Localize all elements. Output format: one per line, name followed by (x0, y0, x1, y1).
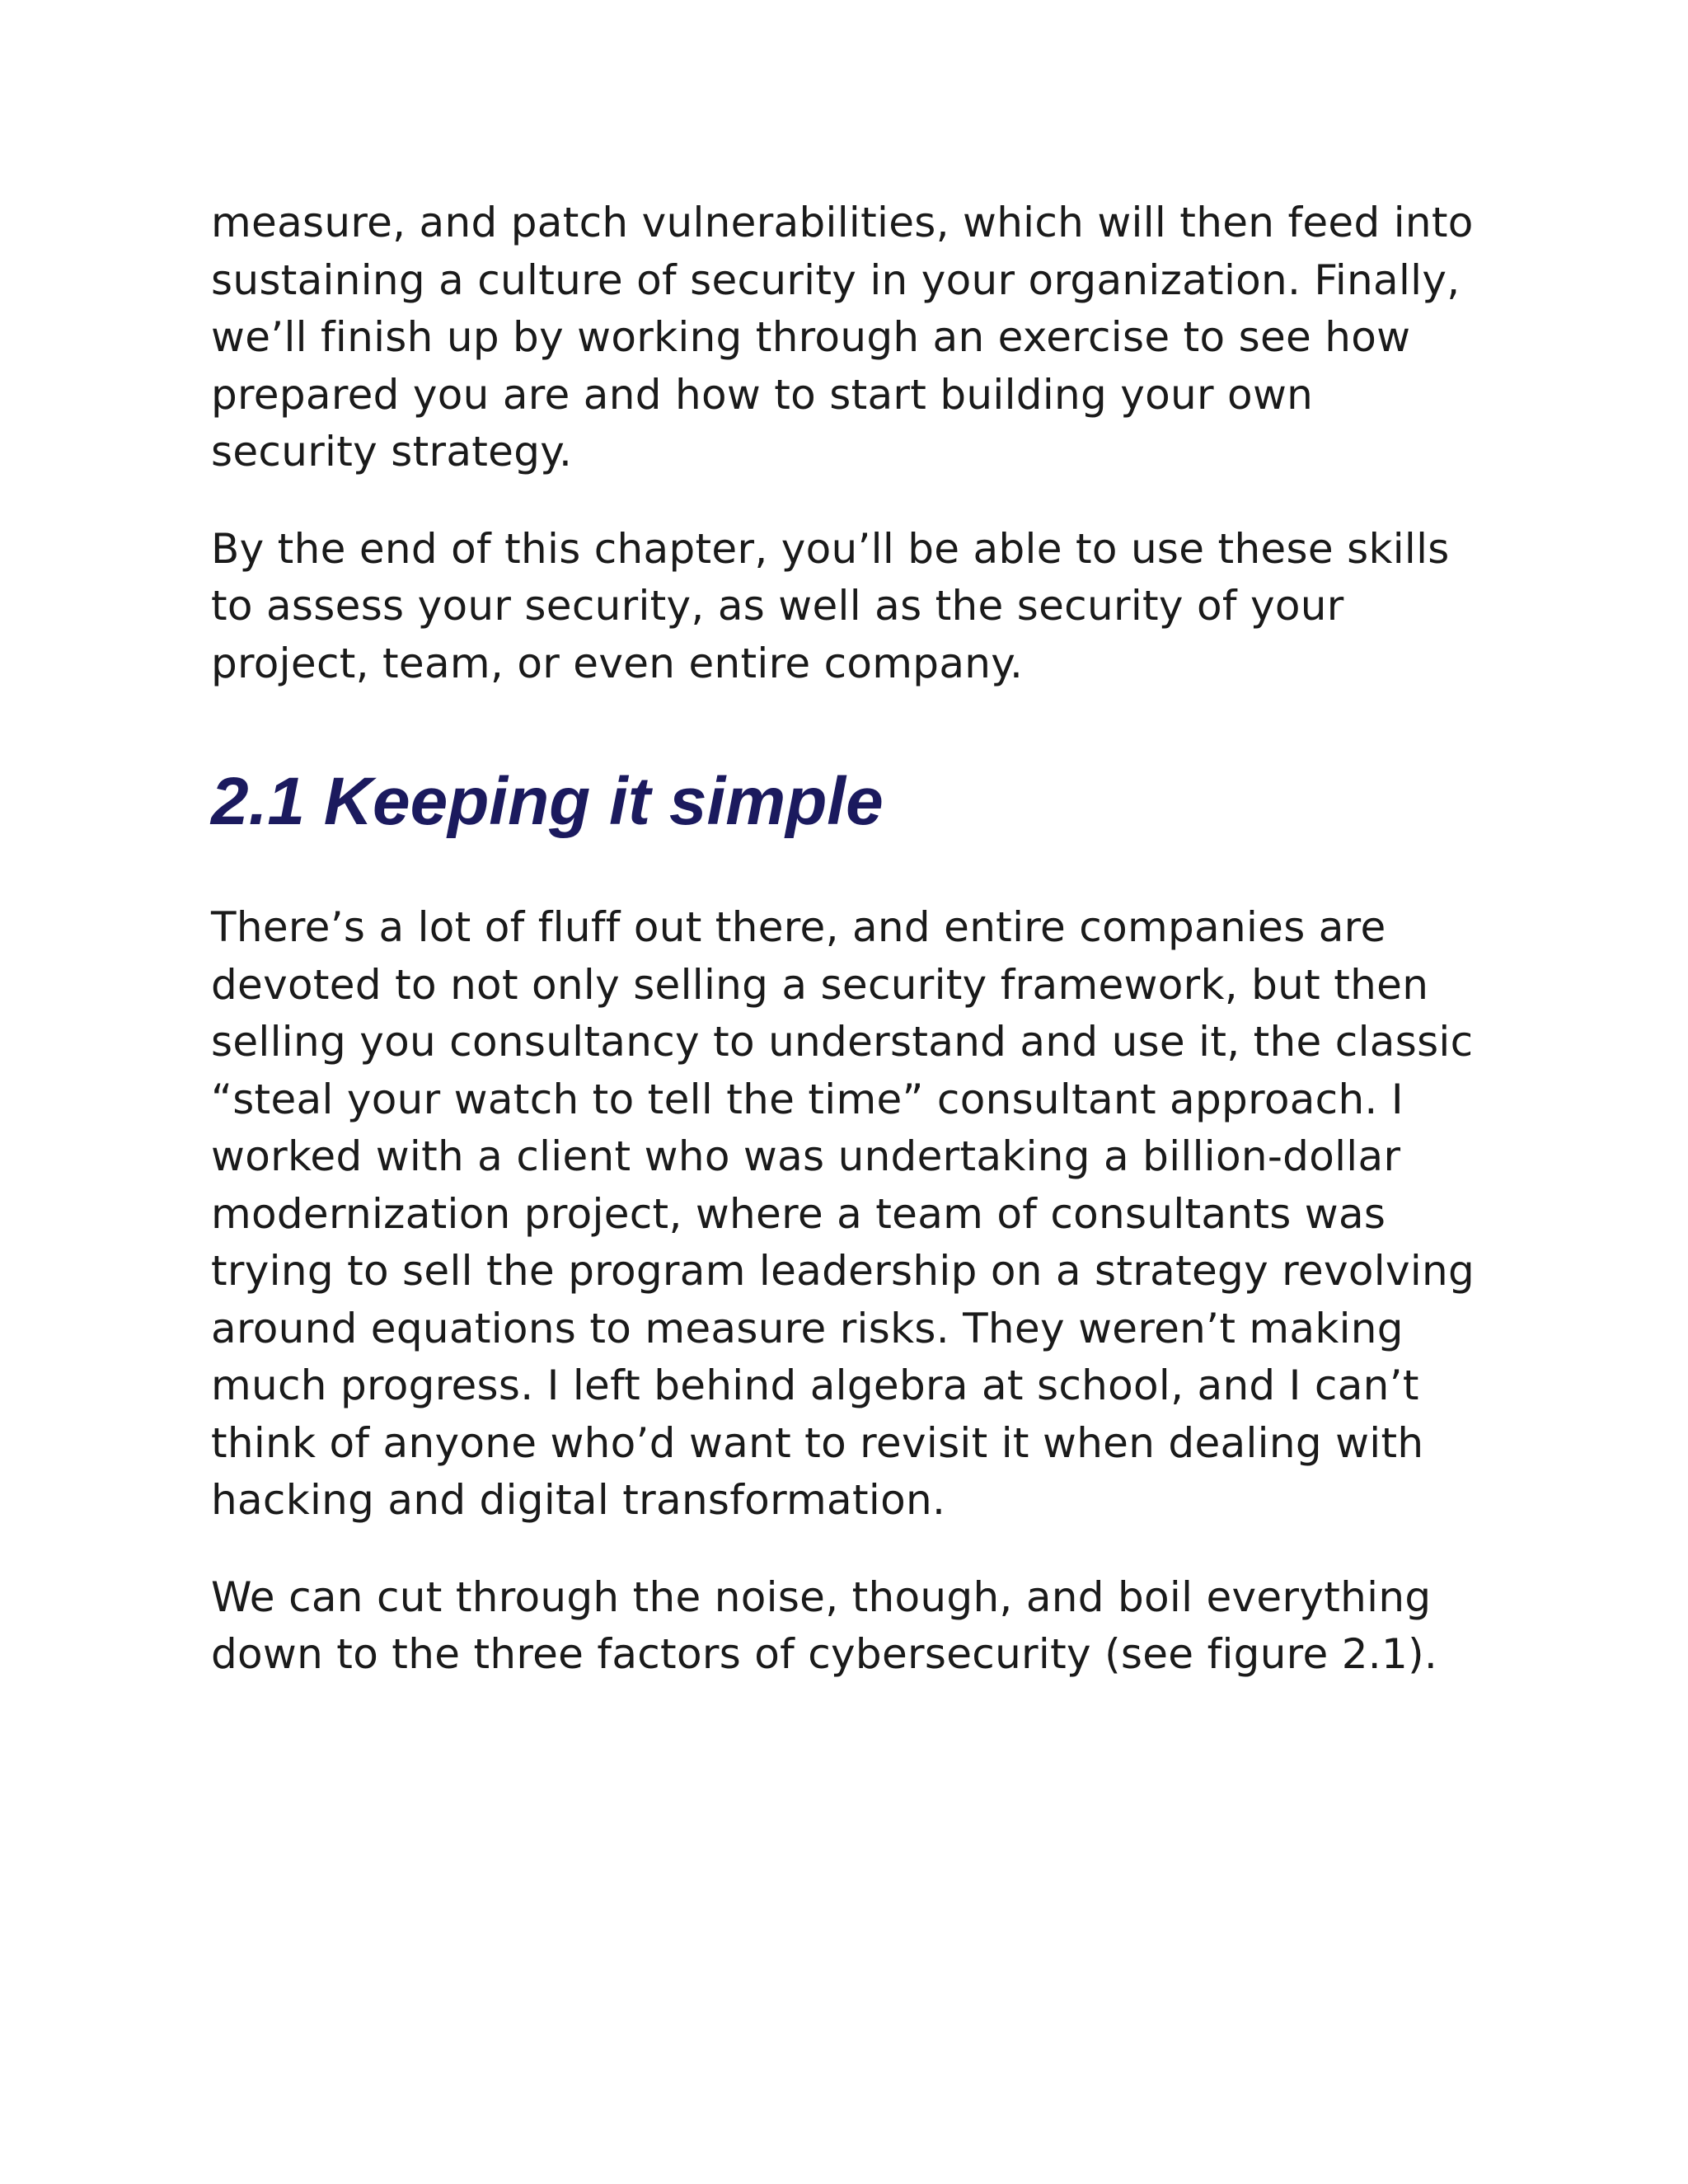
text-line: prepared you are and how to start building your own (211, 370, 1314, 419)
section-heading: 2.1 Keeping it simple (211, 764, 884, 839)
text-line: much progress. I left behind algebra at school, and I can’t (211, 1361, 1419, 1409)
text-line: think of anyone who’d want to revisit it when dealing with (211, 1418, 1424, 1467)
text-line: hacking and digital transformation. (211, 1476, 946, 1524)
section-paragraph-1 (211, 899, 1497, 1530)
page-content (211, 194, 1497, 1684)
paragraph-spacer (211, 1530, 1497, 1569)
heading-spacer (211, 843, 1497, 899)
text-line: measure, and patch vulnerabilities, which will then feed into (211, 199, 1474, 246)
text-line: security strategy. (211, 428, 573, 476)
text-line: We can cut through the noise, though, and boil everything (211, 1572, 1432, 1621)
text-line: to assess your security, as well as the security of your (211, 582, 1344, 630)
text-line: we’ll finish up by working through an exercise to see how (211, 313, 1411, 361)
text-line: modernization project, where a team of consultants was (211, 1189, 1386, 1238)
text-line: “steal your watch to tell the time” consultant approach. I (211, 1075, 1404, 1123)
intro-paragraph-1 (211, 194, 1497, 481)
text-line: There’s a lot of fluff out there, and entire companies are (211, 903, 1386, 951)
text-line: sustaining a culture of security in your organization. Finally, (211, 255, 1461, 304)
paragraph-spacer (211, 481, 1497, 521)
section-paragraph-2 (211, 1569, 1497, 1684)
heading-spacer (211, 692, 1497, 761)
text-line: By the end of this chapter, you’ll be able to use these skills (211, 524, 1450, 573)
text-line: trying to sell the program leadership on a strategy revolving (211, 1247, 1475, 1295)
text-line: selling you consultancy to understand and use it, the classic (211, 1018, 1474, 1066)
text-line: down to the three factors of cybersecurity (see figure 2.1). (211, 1630, 1438, 1678)
text-line: devoted to not only selling a security framework, but then (211, 960, 1429, 1009)
text-line: project, team, or even entire company. (211, 639, 1024, 687)
text-line: around equations to measure risks. They weren’t making (211, 1304, 1404, 1352)
intro-paragraph-2 (211, 521, 1497, 693)
text-line: worked with a client who was undertaking a billion-dollar (211, 1132, 1401, 1180)
